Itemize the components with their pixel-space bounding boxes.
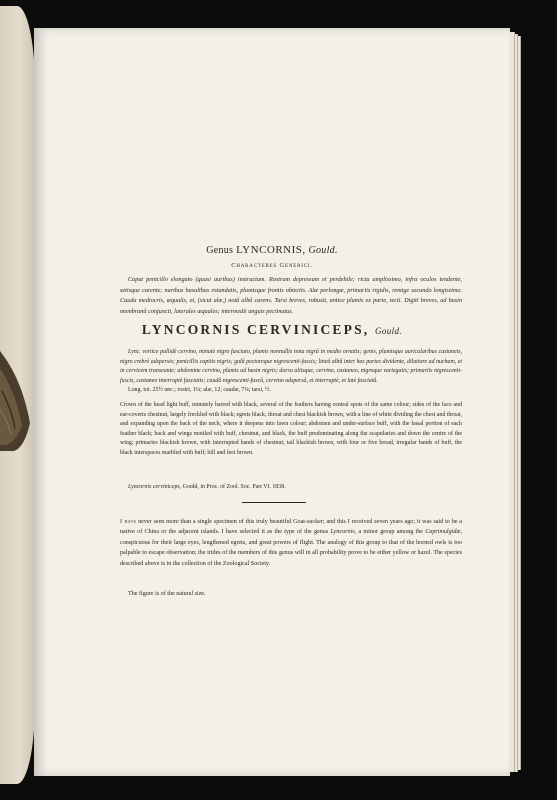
bird-plate-fragment bbox=[0, 351, 30, 451]
genus-heading-name: LYNCORNIS, bbox=[236, 244, 306, 256]
synonymy-reference bbox=[120, 483, 462, 493]
generic-characters-caption: Characteres Generici. bbox=[231, 262, 313, 269]
narrative-family: Caprimulgidæ bbox=[425, 529, 461, 536]
genus-heading-author: Gould. bbox=[308, 245, 338, 256]
species-heading bbox=[34, 322, 510, 338]
narrative-text-2: , a minor group among the bbox=[354, 529, 426, 536]
reference-name: Lyncornis cerviniceps, bbox=[128, 484, 182, 490]
species-heading-name: LYNCORNIS CERVINICEPS, bbox=[141, 322, 370, 337]
section-divider bbox=[242, 502, 306, 503]
narrative-paragraph bbox=[120, 517, 462, 569]
latin-description: Lync. vertice pallidè cervino, minutè nigro fasciato, plumis nonnullis nota nigrâ in medio ornatis; genis, plumisque auricularibus castaneis, nigro crebrè adspersis; penicillis capitis nigris; gulâ pectoreque nigrescenti-fuscis; lineâ albâ inter has partes dividente, dilatiore ad nucham, et in cervicem transeunte; abdomine cervino, plumis ad basin nigris; dorso aliisque, cervino, castaneo, nigroque variegatis; primariis nigrescenti-fuscis, castaneo interruptè fasciatis; caudâ nigrescenti-fuscâ, cervino adspersâ, et interruptè, et latè fasciatâ. bbox=[120, 349, 462, 384]
genus-heading bbox=[34, 244, 510, 256]
generic-characters-text: Caput penicillo elongato (quasi auribus) instructum. Rostrum depressum et perdebile; rictu amplissimo, infra oculos tendente, setisque carente; naribus basalibus rotundatis, plumisque frontis obtectis. Alæ perlongæ, primariis rigidis, remige secundo longissimo. Cauda mediocris, æqualis, et, (sicut alæ,) notâ albâ carens. Tarsi breves, robusti, antice plumis ex parte, tecti. Digiti breves, ad basin membranâ conjuncti, laterales æquales; intermedii unguis pectinatus. bbox=[120, 276, 462, 315]
reference-source: Gould, in Proc. of Zool. Soc. Part VI. 1838. bbox=[182, 484, 286, 490]
genus-heading-prefix: Genus bbox=[206, 245, 234, 256]
narrative-text-3: , conspicuous for their large eyes, lengthened egrets, and great powers of flight. The analogy of this group to that of the horned owls is too palpable to escape observation; the irides of the members of this genus will in all probability prove to be either yellow or hazel. The species described above is in the collection of the Zoological Society. bbox=[120, 529, 462, 567]
figure-note: The figure is of the natural size. bbox=[128, 591, 206, 597]
english-description: Crown of the head light buff, minutely barred with black, several of the feathers having central spots of the same colour; sides of the face and ear-coverts chestnut, largely freckled with black; egrets black; throat and chest blackish brown, with a line of white dividing the chest and throat, and expanding upon the back of the neck, where it deepens into fawn colour; abdomen and under-surface buff, with the basal portion of each feather black; back and wings mottled with buff, chestnut, and black, the buff predominating along the scapularies and down the centre of the wing; primaries blackish brown, with interrupted bands of chestnut; tail blackish brown, with four or five broad, irregular bands of buff, the black interspaces marbled with buff; bill and feet brown. bbox=[120, 402, 462, 456]
narrative-text-1: never seen more than a single specimen of this truly beautiful Goat-sucker; and this I received seven years ago; it was said to be a native of China or the adjacent islands. I have selected it as the type of the genus bbox=[120, 519, 462, 536]
narrative-genus: Lyncornis bbox=[330, 529, 355, 536]
narrative-lead: I have bbox=[120, 519, 137, 525]
measurements: Long. tot. 25½ unc.; rostri, 1¼; alæ, 12; caudæ, 7¼; tarsi, ½. bbox=[128, 387, 271, 393]
left-facing-page bbox=[0, 6, 35, 784]
text-page bbox=[34, 28, 510, 776]
species-heading-author: Gould. bbox=[374, 326, 403, 336]
